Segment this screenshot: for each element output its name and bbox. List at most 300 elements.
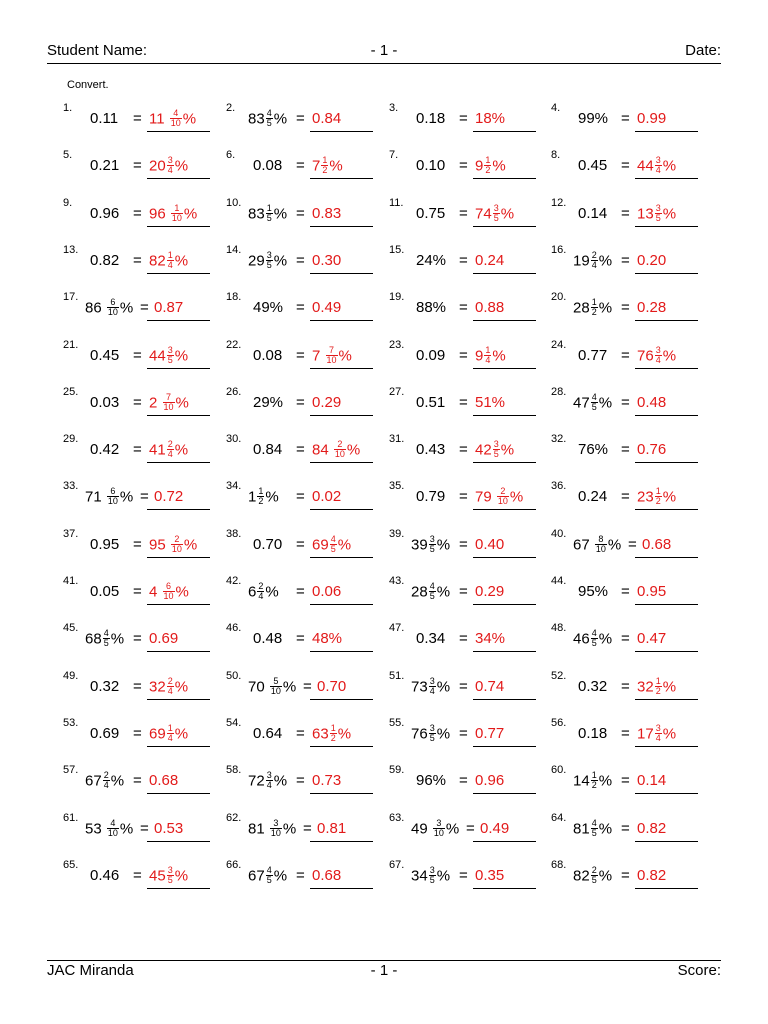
text-part: 2: [149, 394, 162, 412]
fraction: [595, 535, 607, 554]
numerator: 3: [655, 723, 661, 733]
text-part: 0.03: [90, 394, 120, 411]
problem-number: 9.: [63, 197, 73, 209]
text-part: 34: [411, 867, 428, 885]
problem-answer: [154, 820, 183, 837]
denominator: 5: [493, 213, 499, 223]
problem-number: 49.: [63, 670, 79, 682]
denominator: 5: [429, 733, 435, 743]
text-part: 0.76: [637, 441, 667, 458]
problem-number: 24.: [551, 339, 567, 351]
text-part: 0.20: [637, 252, 667, 269]
text-part: %: [273, 252, 288, 270]
fraction: [591, 393, 598, 412]
problem-answer: [312, 157, 343, 176]
problem-answer: [475, 583, 504, 600]
text-part: %: [509, 488, 524, 506]
problem-answer: [312, 725, 351, 744]
text-part: 49: [411, 820, 432, 838]
problem-question: [85, 820, 133, 839]
answer-line: [310, 604, 373, 605]
text-part: 0.84: [253, 441, 283, 458]
numerator: 3: [493, 439, 499, 449]
problem-number: 65.: [63, 859, 79, 871]
text-part: %: [265, 488, 279, 506]
text-part: 0.02: [312, 488, 342, 505]
equals-sign: =: [459, 299, 468, 316]
fraction: [591, 866, 598, 885]
problem-item: [551, 859, 711, 899]
text-part: 72: [248, 772, 265, 790]
problem-question: [248, 820, 296, 839]
text-part: %: [662, 157, 677, 175]
denominator: 4: [167, 686, 173, 696]
text-part: 83: [248, 205, 265, 223]
denominator: 2: [655, 496, 661, 506]
problem-number: 40.: [551, 528, 567, 540]
denominator: 5: [591, 875, 597, 885]
equals-sign: =: [296, 630, 305, 647]
answer-line: [473, 178, 536, 179]
fraction: [270, 819, 282, 838]
problem-answer: [312, 867, 341, 884]
answer-line: [473, 509, 536, 510]
problem-item: [389, 622, 549, 662]
answer-line: [473, 273, 536, 274]
answer-line: [147, 557, 210, 558]
text-part: 0.95: [90, 536, 120, 553]
fraction: [257, 582, 264, 601]
problem-number: 50.: [226, 670, 242, 682]
equals-sign: =: [459, 205, 468, 222]
problem-answer: [149, 678, 188, 697]
problem-item: [226, 575, 386, 615]
problem-number: 18.: [226, 291, 242, 303]
text-part: %: [500, 205, 515, 223]
problem-item: [226, 717, 386, 757]
answer-line: [635, 368, 698, 369]
answer-line: [473, 415, 536, 416]
equals-sign: =: [621, 725, 630, 742]
problem-answer: [312, 394, 341, 411]
denominator: 10: [171, 544, 182, 554]
text-part: 0.70: [253, 536, 283, 553]
text-part: 14: [573, 772, 590, 790]
text-part: 0.72: [154, 488, 184, 505]
problem-number: 66.: [226, 859, 242, 871]
problem-answer: [475, 441, 514, 460]
problem-answer: [475, 536, 504, 553]
text-part: %: [110, 772, 125, 790]
problem-question: [90, 394, 119, 411]
text-part: %: [273, 772, 288, 790]
text-part: 67: [85, 772, 102, 790]
equals-sign: =: [133, 725, 142, 742]
numerator: 2: [167, 676, 173, 686]
denominator: 10: [433, 828, 444, 838]
text-part: %: [337, 725, 352, 743]
instructions: Convert.: [67, 79, 109, 91]
denominator: 5: [655, 213, 661, 223]
problem-item: [551, 102, 711, 142]
problem-number: 33.: [63, 480, 79, 492]
text-part: 95: [149, 536, 170, 554]
problem-question: [253, 157, 282, 174]
equals-sign: =: [133, 252, 142, 269]
text-part: 82: [573, 867, 590, 885]
fraction: [655, 487, 662, 506]
problem-question: [416, 252, 446, 269]
problem-number: 47.: [389, 622, 405, 634]
problem-item: [226, 433, 386, 473]
fraction: [429, 535, 436, 554]
problem-answer: [637, 725, 676, 744]
problem-number: 25.: [63, 386, 79, 398]
text-part: 71: [85, 488, 106, 506]
text-part: %: [338, 347, 352, 365]
problem-item: [63, 480, 223, 520]
problem-question: [85, 488, 133, 507]
text-part: 0.69: [90, 725, 120, 742]
equals-sign: =: [296, 725, 305, 742]
problem-number: 7.: [389, 149, 399, 161]
problem-number: 55.: [389, 717, 405, 729]
denominator: 10: [171, 213, 182, 223]
text-part: 45: [149, 867, 166, 885]
fraction: [266, 866, 273, 885]
text-part: %: [598, 630, 613, 648]
problem-question: [253, 725, 282, 742]
fraction: [167, 724, 174, 743]
problem-number: 58.: [226, 764, 242, 776]
numerator: 4: [170, 109, 182, 119]
answer-line: [310, 415, 373, 416]
answer-line: [147, 131, 210, 132]
fraction: [655, 156, 662, 175]
problem-item: [551, 433, 711, 473]
fraction: [257, 487, 264, 506]
denominator: 5: [167, 355, 173, 365]
denominator: 5: [493, 449, 499, 459]
problem-question: [90, 205, 119, 222]
denominator: 10: [270, 828, 281, 838]
fraction: [266, 251, 273, 270]
equals-sign: =: [296, 583, 305, 600]
problem-number: 56.: [551, 717, 567, 729]
problem-item: [389, 859, 549, 899]
equals-sign: =: [459, 441, 468, 458]
equals-sign: =: [621, 772, 630, 789]
text-part: 0.06: [312, 583, 342, 600]
problem-question: [578, 205, 607, 222]
fraction: [591, 771, 598, 790]
text-part: 0.82: [637, 820, 667, 837]
numerator: 3: [167, 865, 173, 875]
text-part: 67: [573, 536, 594, 554]
problem-answer: [637, 110, 666, 127]
answer-line: [635, 746, 698, 747]
denominator: 4: [167, 449, 173, 459]
problem-answer: [312, 299, 341, 316]
fraction: [429, 724, 436, 743]
problem-answer: [480, 820, 509, 837]
text-part: %: [119, 299, 134, 317]
text-part: %: [174, 867, 189, 885]
equals-sign: =: [140, 820, 149, 837]
problem-question: [90, 678, 119, 695]
problem-item: [63, 386, 223, 426]
denominator: 4: [167, 733, 173, 743]
text-part: 32: [149, 678, 166, 696]
equals-sign: =: [459, 157, 468, 174]
problem-answer: [312, 441, 360, 460]
text-part: %: [662, 725, 677, 743]
answer-line: [473, 226, 536, 227]
denominator: 5: [266, 260, 272, 270]
text-part: 0.34: [416, 630, 446, 647]
numerator: 1: [322, 155, 328, 165]
answer-line: [147, 462, 210, 463]
text-part: 0.48: [253, 630, 283, 647]
equals-sign: =: [459, 583, 468, 600]
problem-answer: [475, 347, 506, 366]
problem-question: [416, 772, 446, 789]
denominator: 10: [326, 355, 337, 365]
problem-question: [416, 630, 445, 647]
author-name: JAC Miranda: [47, 962, 134, 979]
text-part: %: [174, 725, 189, 743]
answer-line: [310, 888, 373, 889]
text-part: %: [282, 678, 297, 696]
answer-line: [310, 746, 373, 747]
text-part: 76%: [578, 441, 609, 458]
problem-question: [573, 772, 612, 791]
problem-question: [411, 725, 450, 744]
text-part: 0.99: [637, 110, 667, 127]
text-part: 70: [248, 678, 269, 696]
problem-number: 13.: [63, 244, 79, 256]
denominator: 10: [163, 591, 174, 601]
answer-line: [635, 557, 698, 558]
problem-question: [573, 630, 612, 649]
problem-question: [573, 252, 612, 271]
problem-question: [248, 678, 296, 697]
text-part: 0.40: [475, 536, 505, 553]
text-part: %: [662, 488, 677, 506]
denominator: 10: [170, 118, 181, 128]
text-part: 29%: [253, 394, 284, 411]
problem-item: [551, 197, 711, 237]
equals-sign: =: [296, 772, 305, 789]
problem-answer: [475, 725, 504, 742]
problem-question: [416, 205, 445, 222]
fraction: [493, 204, 500, 223]
text-part: 0.49: [480, 820, 510, 837]
equals-sign: =: [133, 157, 142, 174]
text-part: 49%: [253, 299, 284, 316]
problem-question: [416, 299, 446, 316]
numerator: 4: [429, 581, 435, 591]
denominator: 5: [591, 402, 597, 412]
numerator: 2: [171, 535, 183, 545]
problem-number: 57.: [63, 764, 79, 776]
equals-sign: =: [140, 488, 149, 505]
problem-question: [90, 725, 119, 742]
problem-item: [63, 339, 223, 379]
denominator: 4: [655, 733, 661, 743]
equals-sign: =: [133, 394, 142, 411]
denominator: 4: [266, 780, 272, 790]
problem-question: [573, 536, 621, 555]
problem-number: 63.: [389, 812, 405, 824]
problem-item: [389, 339, 549, 379]
problem-answer: [475, 110, 505, 127]
text-part: 48%: [312, 630, 343, 647]
equals-sign: =: [296, 110, 305, 127]
denominator: 5: [429, 591, 435, 601]
problem-item: [226, 764, 386, 804]
answer-line: [310, 226, 373, 227]
problem-answer: [312, 772, 341, 789]
equals-sign: =: [459, 678, 468, 695]
denominator: 10: [497, 496, 508, 506]
numerator: 3: [429, 865, 435, 875]
text-part: 76: [637, 347, 654, 365]
fraction: [103, 771, 110, 790]
numerator: 1: [485, 345, 491, 355]
fraction: [655, 724, 662, 743]
problem-question: [416, 110, 445, 127]
numerator: 1: [167, 723, 173, 733]
text-part: 76: [411, 725, 428, 743]
text-part: 0.96: [90, 205, 120, 222]
text-part: 0.08: [253, 347, 283, 364]
text-part: 0.24: [475, 252, 505, 269]
denominator: 4: [429, 686, 435, 696]
text-part: 51%: [475, 394, 506, 411]
problem-number: 43.: [389, 575, 405, 587]
problem-answer: [475, 772, 504, 789]
numerator: 2: [334, 440, 346, 450]
text-part: 0.84: [312, 110, 342, 127]
denominator: 10: [107, 307, 118, 317]
numerator: 3: [655, 203, 661, 213]
text-part: 32: [637, 678, 654, 696]
equals-sign: =: [133, 678, 142, 695]
text-part: 41: [149, 441, 166, 459]
problem-number: 14.: [226, 244, 242, 256]
fraction: [167, 156, 174, 175]
problem-item: [226, 149, 386, 189]
numerator: 3: [493, 203, 499, 213]
fraction: [167, 251, 174, 270]
equals-sign: =: [459, 347, 468, 364]
problem-question: [416, 488, 445, 505]
text-part: 0.83: [312, 205, 342, 222]
numerator: 3: [429, 723, 435, 733]
answer-line: [635, 178, 698, 179]
equals-sign: =: [621, 347, 630, 364]
answer-line: [310, 462, 373, 463]
text-part: 23: [637, 488, 654, 506]
problem-answer: [312, 252, 341, 269]
problem-item: [389, 480, 549, 520]
problem-number: 53.: [63, 717, 79, 729]
answer-line: [473, 746, 536, 747]
numerator: 2: [497, 487, 509, 497]
numerator: 1: [258, 486, 264, 496]
numerator: 6: [107, 487, 119, 497]
fraction: [266, 771, 273, 790]
numerator: 4: [591, 392, 597, 402]
fraction: [484, 346, 491, 365]
equals-sign: =: [621, 820, 630, 837]
problem-item: [389, 291, 549, 331]
denominator: 2: [258, 496, 264, 506]
answer-line: [473, 320, 536, 321]
problem-item: [226, 480, 386, 520]
problem-question: [416, 157, 445, 174]
text-part: 0.43: [416, 441, 446, 458]
text-part: 0.47: [637, 630, 667, 647]
text-part: 20: [149, 157, 166, 175]
answer-line: [310, 841, 373, 842]
fraction: [266, 109, 273, 128]
equals-sign: =: [133, 867, 142, 884]
answer-line: [635, 320, 698, 321]
answer-line: [635, 509, 698, 510]
problem-item: [63, 244, 223, 284]
problem-item: [551, 764, 711, 804]
text-part: 0.32: [90, 678, 120, 695]
answer-line: [147, 368, 210, 369]
numerator: 3: [429, 676, 435, 686]
problem-answer: [637, 441, 666, 458]
text-part: 0.68: [149, 772, 179, 789]
problem-number: 45.: [63, 622, 79, 634]
text-part: 0.69: [149, 630, 179, 647]
denominator: 4: [103, 780, 109, 790]
text-part: %: [282, 820, 297, 838]
fraction: [591, 251, 598, 270]
text-part: %: [492, 157, 506, 175]
problem-item: [226, 339, 386, 379]
fraction: [655, 204, 662, 223]
text-part: 0.14: [578, 205, 608, 222]
problem-number: 5.: [63, 149, 73, 161]
answer-line: [310, 320, 373, 321]
answer-line: [147, 841, 210, 842]
problem-question: [573, 867, 612, 886]
text-part: 0.96: [475, 772, 505, 789]
problem-answer: [149, 252, 188, 271]
numerator: 3: [433, 819, 445, 829]
answer-line: [635, 888, 698, 889]
student-name-label: Student Name:: [47, 42, 148, 59]
problem-number: 54.: [226, 717, 242, 729]
problem-question: [253, 394, 283, 411]
problem-question: [248, 110, 287, 129]
numerator: 2: [258, 581, 264, 591]
text-part: %: [436, 583, 451, 601]
footer-page-number: - 1 -: [370, 962, 398, 979]
equals-sign: =: [466, 820, 475, 837]
text-part: 0.32: [578, 678, 608, 695]
problem-number: 52.: [551, 670, 567, 682]
problem-answer: [154, 299, 183, 316]
fraction: [497, 487, 509, 506]
denominator: 4: [655, 355, 661, 365]
